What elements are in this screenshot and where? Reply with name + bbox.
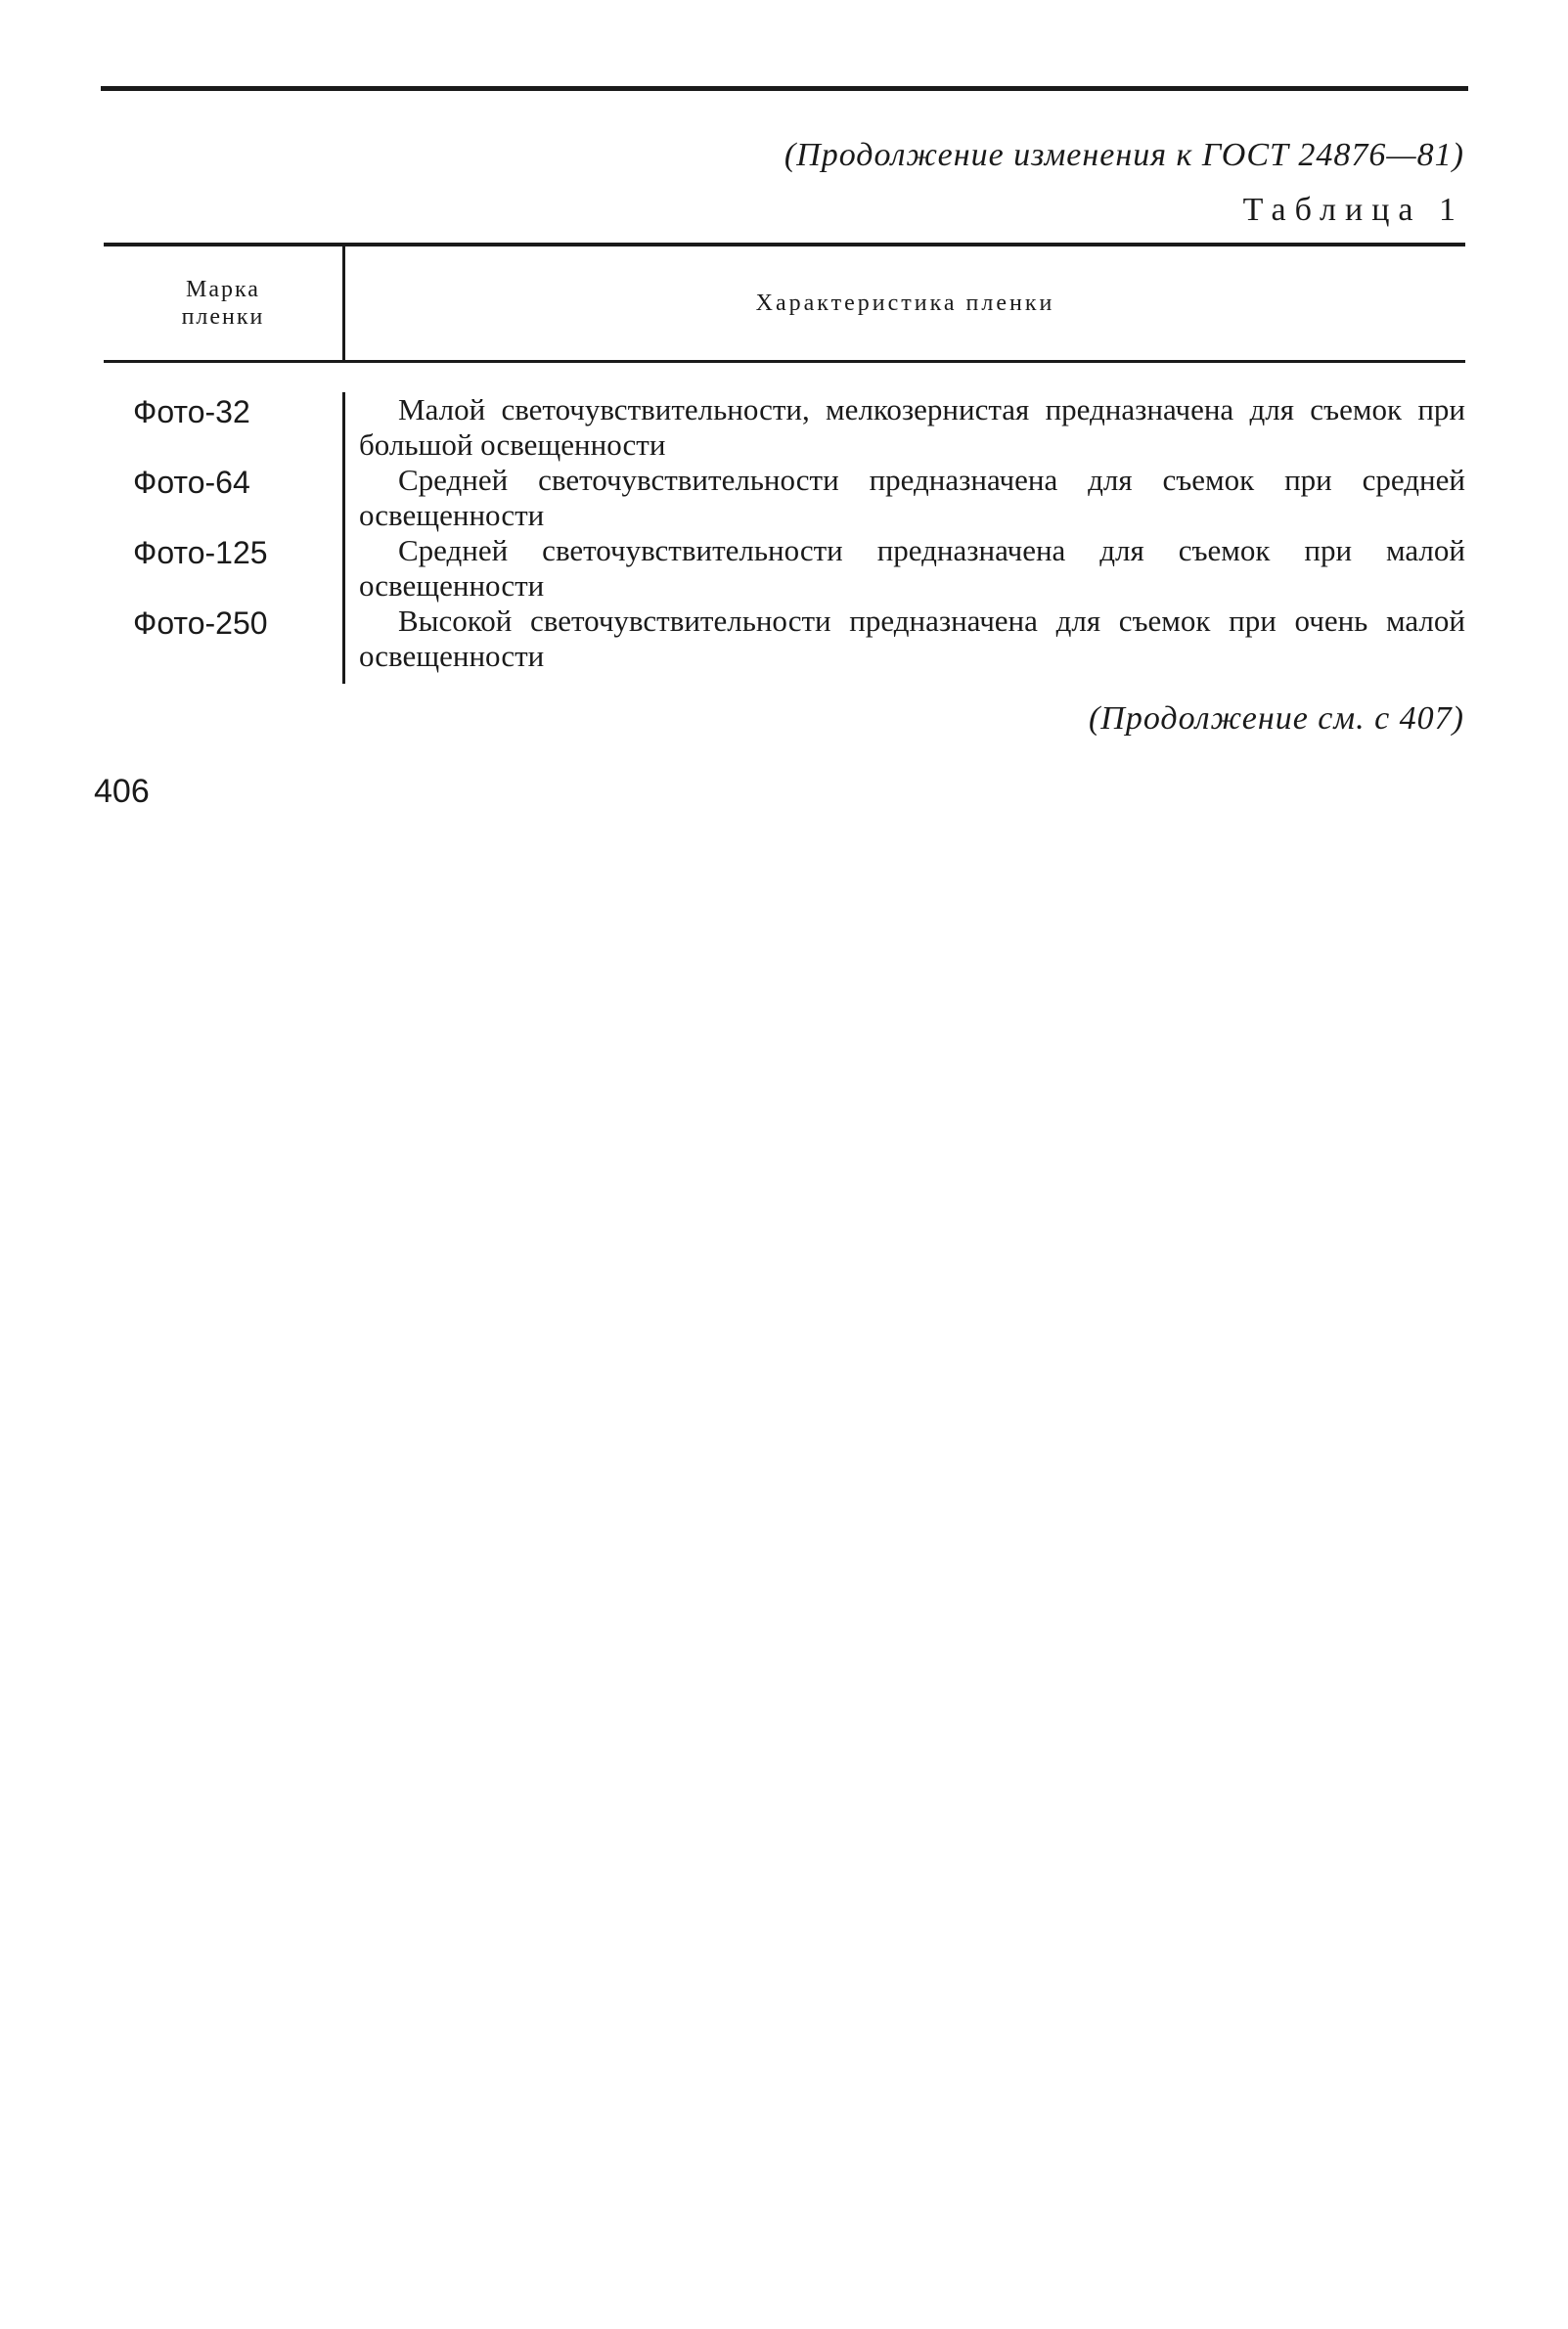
table-row-brand: Фото-125 xyxy=(133,535,268,570)
table-body xyxy=(104,363,1465,684)
table-row-description: Средней светочувствительности предназначена для съемок при средней освещенности xyxy=(359,463,1465,532)
column-header-brand xyxy=(104,246,342,360)
table-row-description: Высокой светочувствительности предназначена для съемок при очень малой освещенности xyxy=(359,604,1465,673)
table-label: Таблица 1 xyxy=(1242,192,1464,228)
description-column xyxy=(342,392,1465,684)
page-number: 406 xyxy=(94,773,150,810)
film-table xyxy=(104,243,1465,684)
table-header-row xyxy=(104,246,1465,363)
brand-column xyxy=(104,392,342,684)
top-rule xyxy=(101,86,1468,91)
column-header-brand-line-2: пленки xyxy=(181,304,265,330)
column-header-description: Характеристика пленки xyxy=(342,246,1465,360)
continuation-footer: (Продолжение см. с 407) xyxy=(1088,700,1464,737)
table-row-description: Малой светочувствительности, мелкозернистая предназначена для съемок при большой освещенности xyxy=(359,392,1465,462)
table-row-brand: Фото-32 xyxy=(133,394,250,429)
column-header-brand-line-1: Марка xyxy=(186,277,260,302)
table-row-brand: Фото-250 xyxy=(133,605,268,641)
table-row-brand: Фото-64 xyxy=(133,465,250,500)
table-row-description: Средней светочувствительности предназначена для съемок при малой освещенности xyxy=(359,533,1465,603)
continuation-header: (Продолжение изменения к ГОСТ 24876—81) xyxy=(784,137,1464,173)
